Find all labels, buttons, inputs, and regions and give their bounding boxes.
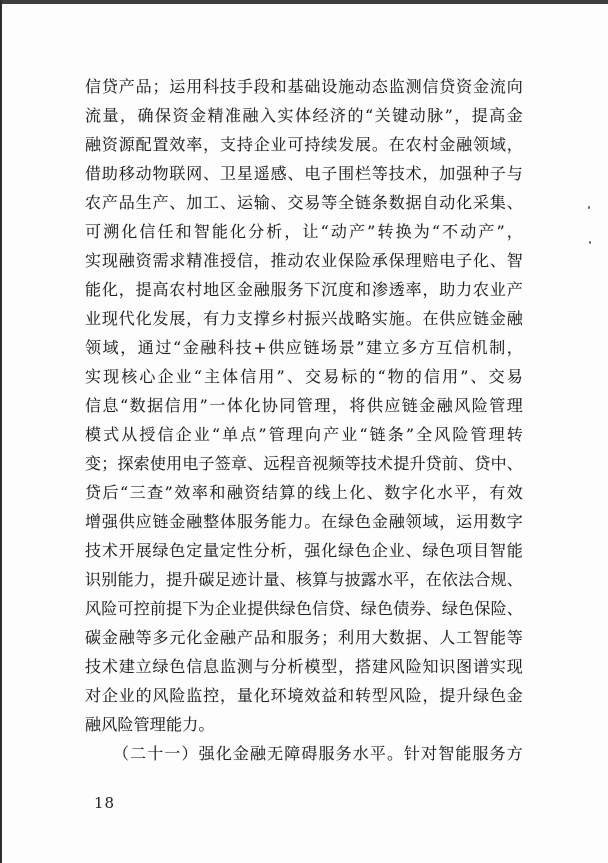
text-line: 信息“数据信用”一体化协同管理，将供应链金融风险管理 (85, 396, 523, 415)
scan-speck (589, 241, 591, 244)
text-line: 融风险管理能力。 (85, 715, 215, 734)
text-line: 贷后“三查”效率和融资结算的线上化、数字化水平，有效 (85, 483, 523, 502)
text-line: 农产品生产、加工、运输、交易等全链条数据自动化采集、 (85, 193, 523, 212)
text-line: 增强供应链金融整体服务能力。在绿色金融领域，运用数字 (85, 512, 523, 531)
text-line: 技术建立绿色信息监测与分析模型，搭建风险知识图谱实现 (85, 657, 523, 676)
page-text (85, 72, 523, 768)
paragraph-item-21 (85, 739, 523, 768)
text-line: 能化，提高农村地区金融服务下沉度和渗透率，助力农业产 (85, 280, 523, 299)
text-line: 融资源配置效率，支持企业可持续发展。在农村金融领域， (85, 135, 523, 154)
text-line: 实现核心企业“主体信用”、交易标的“物的信用”、交易 (85, 367, 523, 386)
text-line: 技术开展绿色定量定性分析，强化绿色企业、绿色项目智能 (85, 541, 523, 560)
scan-speck (588, 206, 590, 209)
text-line: 识别能力，提升碳足迹计量、核算与披露水平，在依法合规、 (85, 570, 523, 589)
text-line: 实现融资需求精准授信，推动农业保险承保理赔电子化、智 (85, 251, 523, 270)
text-line: 流量，确保资金精准融入实体经济的“关键动脉”，提高金 (85, 106, 523, 125)
text-line: 对企业的风险监控，量化环境效益和转型风险，提升绿色金 (85, 686, 523, 705)
text-line: 可溯化信任和智能化分析，让“动产”转换为“不动产”， (85, 222, 523, 241)
page-number: 18 (94, 794, 116, 812)
text-line: 信贷产品；运用科技手段和基础设施动态监测信贷资金流向 (85, 77, 523, 96)
text-line: （二十一）强化金融无障碍服务水平。针对智能服务方 (113, 744, 523, 763)
paragraph-continued (85, 72, 523, 739)
text-line: 借助移动物联网、卫星遥感、电子围栏等技术，加强种子与 (85, 164, 523, 183)
scan-edge-top (0, 0, 608, 4)
scan-edge-left (0, 0, 2, 863)
text-line: 风险可控前提下为企业提供绿色信贷、绿色债券、绿色保险、 (85, 599, 523, 618)
text-line: 模式从授信企业“单点”管理向产业“链条”全风险管理转 (85, 425, 523, 444)
text-line: 领域，通过“金融科技+供应链场景”建立多方互信机制， (85, 338, 523, 357)
text-line: 碳金融等多元化金融产品和服务；利用大数据、人工智能等 (85, 628, 523, 647)
text-line: 业现代化发展，有力支撑乡村振兴战略实施。在供应链金融 (85, 309, 523, 328)
text-line: 变；探索使用电子签章、远程音视频等技术提升贷前、贷中、 (85, 454, 523, 473)
